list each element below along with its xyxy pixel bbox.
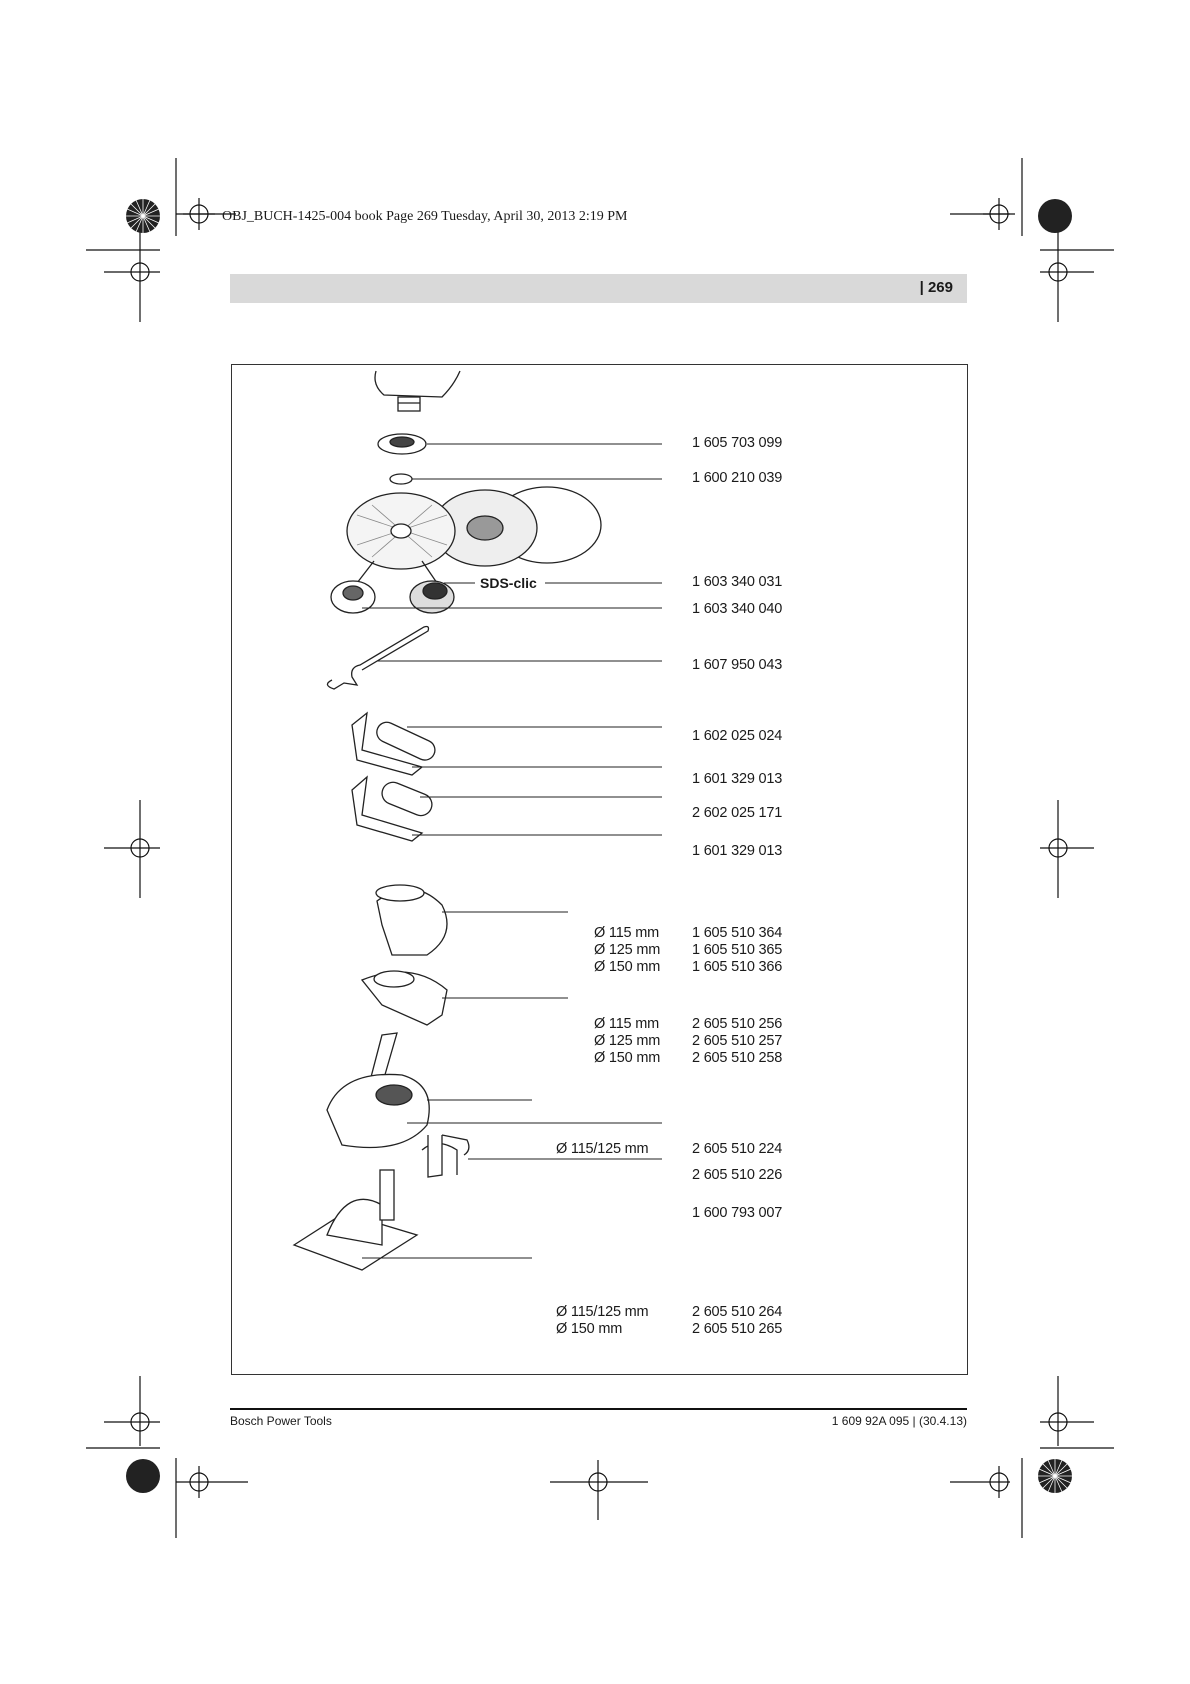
spanner-icon [327, 627, 428, 690]
part-number: 2 605 510 224 [692, 1141, 783, 1157]
part-number: 1 601 329 013 [692, 771, 783, 787]
part-number: 2 605 510 258 [692, 1050, 783, 1066]
vibration-handle-icon [379, 779, 435, 819]
guard-b-dimension: Ø 125 mm [594, 1033, 661, 1049]
footer-publisher: Bosch Power Tools [230, 1414, 332, 1428]
page-number: | 269 [919, 279, 953, 296]
extraction-hood-dimension: Ø 115/125 mm [556, 1141, 649, 1157]
footer-document-number: 1 609 92A 095 | (30.4.13) [831, 1414, 967, 1428]
guard-a-dimension: Ø 115 mm [594, 925, 660, 941]
page-header-bar [230, 274, 967, 303]
part-number: 1 602 025 024 [692, 728, 783, 744]
guard-a-dimension: Ø 125 mm [594, 942, 661, 958]
part-number: 1 603 340 031 [692, 574, 783, 590]
guard-b-dimension: Ø 115 mm [594, 1016, 660, 1032]
part-number: 1 605 703 099 [692, 435, 783, 451]
o-ring-icon [390, 474, 412, 484]
accessories-illustration [232, 365, 967, 1374]
part-number: 2 605 510 265 [692, 1321, 783, 1337]
sds-clic-label: SDS-clic [480, 575, 537, 591]
part-number: 2 602 025 171 [692, 805, 783, 821]
guard-b-dimension: Ø 150 mm [594, 1050, 661, 1066]
part-number: 1 605 510 365 [692, 942, 783, 958]
cutting-guide-dimension: Ø 150 mm [556, 1321, 623, 1337]
part-number: 1 600 793 007 [692, 1205, 783, 1221]
grinder-head-icon [375, 371, 460, 397]
part-number: 2 605 510 264 [692, 1304, 783, 1320]
part-number: 2 605 510 256 [692, 1016, 783, 1032]
part-number: 1 601 329 013 [692, 843, 783, 859]
part-number: 1 605 510 366 [692, 959, 783, 975]
part-number: 1 600 210 039 [692, 470, 783, 486]
printer-slug-line: OBJ_BUCH-1425-004 book Page 269 Tuesday, April 30, 2013 2:19 PM [222, 209, 628, 224]
footer-rule [230, 1408, 967, 1410]
part-number: 2 605 510 257 [692, 1033, 783, 1049]
part-number: 1 607 950 043 [692, 657, 783, 673]
accessories-figure [231, 364, 968, 1375]
extraction-hood-icon [327, 1074, 429, 1147]
part-number: 1 605 510 364 [692, 925, 783, 941]
guard-a-dimension: Ø 150 mm [594, 959, 661, 975]
part-number: 1 603 340 040 [692, 601, 783, 617]
cutting-guide-dimension: Ø 115/125 mm [556, 1304, 649, 1320]
part-number: 2 605 510 226 [692, 1167, 783, 1183]
